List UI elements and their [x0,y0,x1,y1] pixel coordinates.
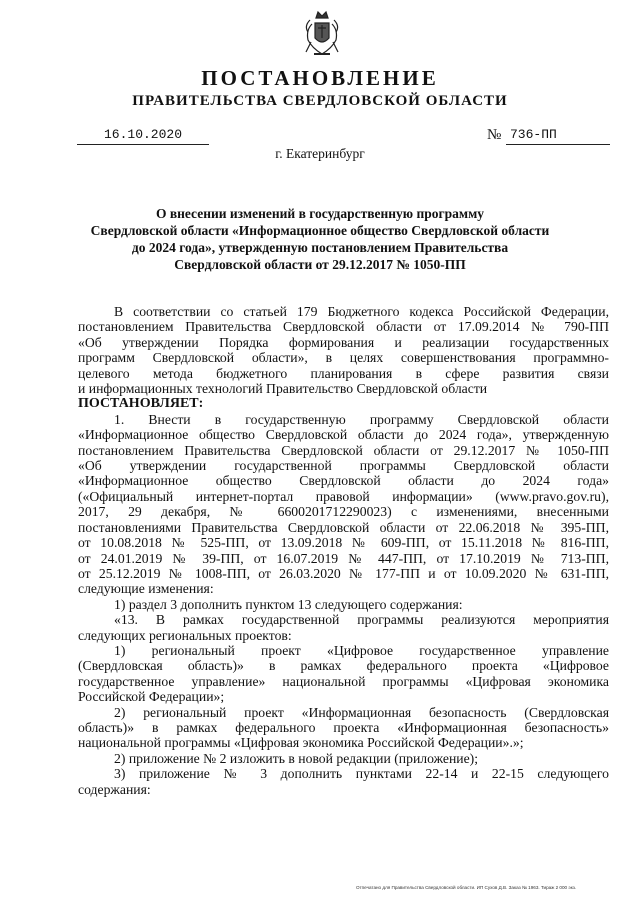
body-line: 2017, 29 декабря, № 6600201712290023) с изменениями, внесенными [78,504,609,520]
body-line: следующие изменения: [78,581,214,597]
body-line: целевого метода бюджетного планирования в сфере развития связи [78,365,609,381]
body-line: Российской Федерации»; [78,689,225,705]
body-line: программ Свердловской области», в целях совершенствования программно- [78,350,609,366]
body-line: от 24.01.2019 № 39-ПП, от 16.07.2019 № 447-ПП, от 17.10.2019 № 713-ПП, [78,550,609,566]
document-number-label: № [487,127,502,143]
subject-line: Свердловской области «Информационное общество Свердловской области [90,223,550,238]
body-line: («Официальный интернет-портал правовой информации» (www.pravo.gov.ru), [78,488,609,504]
document-date: 16.10.2020 [77,127,209,145]
body-line: от 10.08.2018 № 525-ПП, от 13.09.2018 № 609-ПП, от 15.11.2018 № 816-ПП, [78,535,609,551]
body-line: В соответствии со статьей 179 Бюджетного кодекса Российской Федерации, [114,304,609,319]
body-line: следующих региональных проектов: [78,627,292,643]
body-line: 2) региональный проект «Информационная безопасность (Свердловская [114,704,609,720]
body-line: и информационных технологий Правительство Свердловской области [78,381,488,397]
body-line: постановлением Правительства Свердловской области от 17.09.2014 № 790-ПП [78,319,609,335]
body-line: национальной программы «Цифровая экономика Российской Федерации».»; [78,735,524,751]
body-line: «Об утверждении государственной программы Свердловской области [78,458,609,474]
document-subject [60,205,580,273]
body-line: (Свердловская область)» в рамках федерального проекта «Цифровое [78,658,609,674]
document-title: ПОСТАНОВЛЕНИЕ [201,66,439,90]
body-line: 3) приложение № 3 дополнить пунктами 22-14 и 22-15 следующего [114,766,609,782]
body-line: содержания: [78,781,151,797]
body-line: «Информационное общество Свердловской области до 2024 года» [78,473,609,489]
resolves-heading: ПОСТАНОВЛЯЕТ: [78,396,204,412]
body-line: 1. Внести в государственную программу Свердловской области [114,411,609,427]
body-line: «Информационное общество Свердловской области до 2024 года», утвержденную [78,427,609,443]
subject-line: до 2024 года», утвержденную постановлением Правительства [131,240,509,255]
body-line: 2) приложение № 2 изложить в новой редакции (приложение); [114,750,479,766]
subject-line: Свердловской области от 29.12.2017 № 1050-ПП [174,257,466,272]
body-line: 1) раздел 3 дополнить пунктом 13 следующего содержания: [114,596,463,612]
subject-line: О внесении изменений в государственную программу [155,206,485,221]
body-line: постановлениями Правительства Свердловской области от 22.06.2018 № 395-ПП, [78,519,609,535]
body-line: 1) региональный проект «Цифровое государственное управление [114,642,609,658]
body-line: постановлением Правительства Свердловской области от 29.12.2017 № 1050-ПП [78,442,609,458]
document-body [78,304,609,797]
body-line: «13. В рамках государственной программы реализуются мероприятия [114,612,609,628]
body-line: область)» в рамках федерального проекта «Информационная безопасность» [78,719,609,735]
document-number: 736-ПП [506,127,610,145]
coat-of-arms-icon [302,8,342,60]
body-line: от 25.12.2019 № 1008-ПП, от 26.03.2020 № 177-ПП и от 10.09.2020 № 631-ПП, [78,565,609,581]
print-footer: Отпечатано для Правительства Свердловской области. ИП Сухов Д.В. Заказ № 1963. Тираж 2 000 экз. [356,885,577,890]
document-city: г. Екатеринбург [275,146,365,161]
body-line: государственное управление» национальной программы «Цифровая экономика [78,673,609,689]
body-line: «Об утверждении Порядка формирования и реализации государственных [78,334,609,350]
document-subtitle: ПРАВИТЕЛЬСТВА СВЕРДЛОВСКОЙ ОБЛАСТИ [132,93,508,109]
